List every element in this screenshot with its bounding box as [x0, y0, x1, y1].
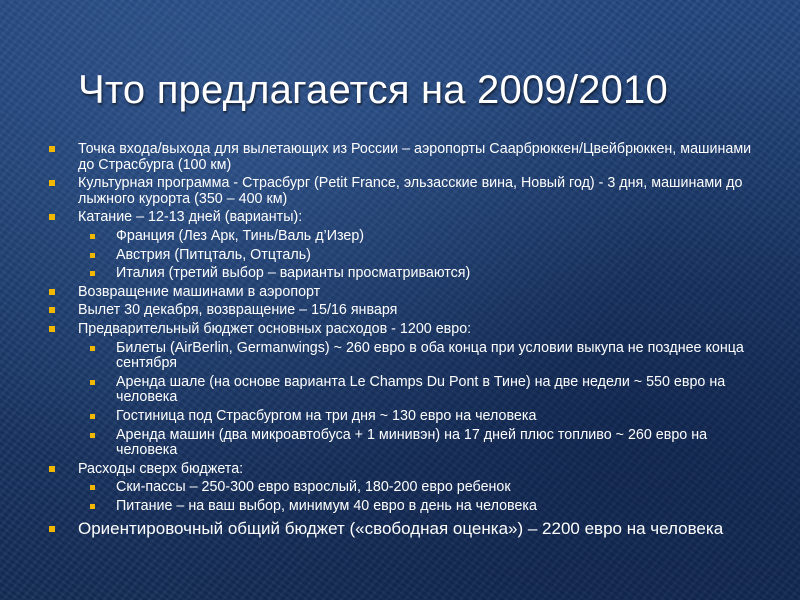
square-bullet-icon — [49, 526, 55, 532]
slide-title: Что предлагается на 2009/2010 — [78, 68, 668, 112]
list-item-skiing — [44, 210, 768, 226]
sub-item-food — [44, 499, 768, 515]
list-item-text: Расходы сверх бюджета: — [78, 460, 244, 477]
sub-item-text: Италия (третий выбор – варианты просматриваются) — [116, 265, 471, 282]
sub-item-hotel — [44, 409, 768, 425]
sub-item-chalet — [44, 375, 768, 406]
sub-item-text: Гостиница под Страсбургом на три дня ~ 130 евро на человека — [116, 407, 537, 424]
square-bullet-icon — [49, 466, 55, 472]
list-item-return — [44, 285, 768, 301]
sub-item-ski-passes — [44, 480, 768, 496]
bullet-list — [44, 142, 768, 538]
sub-item-text: Франция (Лез Арк, Тинь/Валь д’Изер) — [116, 227, 365, 244]
list-item-text: Культурная программа - Страсбург (Petit France, эльзасские вина, Новый год) - 3 дня, машинами до лыжного курорта (350 – 400 км) — [78, 175, 743, 207]
list-item-budget — [44, 322, 768, 338]
square-bullet-icon — [90, 234, 95, 239]
square-bullet-icon — [90, 485, 95, 490]
square-bullet-icon — [49, 146, 55, 152]
list-item-culture-program — [44, 176, 768, 207]
square-bullet-icon — [90, 504, 95, 509]
square-bullet-icon — [90, 433, 95, 438]
square-bullet-icon — [49, 214, 55, 220]
square-bullet-icon — [90, 380, 95, 385]
list-item-text: Точка входа/выхода для вылетающих из России – аэропорты Саарбрюккен/Цвейбрюккен, машинами до Страсбурга (100 км) — [78, 141, 752, 173]
square-bullet-icon — [49, 180, 55, 186]
list-item-text: Возвращение машинами в аэропорт — [78, 283, 321, 300]
list-item-entry-point — [44, 142, 768, 173]
sub-item-text: Аренда шале (на основе варианта Le Champs Du Pont в Тине) на две недели ~ 550 евро на человека — [116, 373, 726, 406]
square-bullet-icon — [49, 289, 55, 295]
sub-item-france — [44, 229, 768, 245]
list-item-text: Предварительный бюджет основных расходов - 1200 евро: — [78, 320, 472, 337]
list-item-total-budget — [44, 520, 768, 538]
square-bullet-icon — [90, 253, 95, 258]
square-bullet-icon — [90, 271, 95, 276]
list-item-text: Ориентировочный общий бюджет («свободная оценка») – 2200 евро на человека — [78, 519, 724, 539]
sub-item-text: Австрия (Питцталь, Отцталь) — [116, 246, 311, 263]
list-item-text: Вылет 30 декабря, возвращение – 15/16 января — [78, 302, 398, 319]
square-bullet-icon — [49, 326, 55, 332]
sub-item-tickets — [44, 341, 768, 372]
list-item-extra-costs — [44, 462, 768, 478]
sub-item-austria — [44, 248, 768, 264]
list-item-text: Катание – 12-13 дней (варианты): — [78, 209, 303, 226]
square-bullet-icon — [90, 346, 95, 351]
sub-item-text: Питание – на ваш выбор, минимум 40 евро в день на человека — [116, 497, 537, 514]
slide-content — [44, 142, 768, 541]
list-item-dates — [44, 303, 768, 319]
square-bullet-icon — [49, 307, 55, 313]
sub-item-italy — [44, 266, 768, 282]
sub-item-text: Ски-пассы – 250-300 евро взрослый, 180-200 евро ребенок — [116, 479, 511, 496]
sub-item-car-rental — [44, 428, 768, 459]
square-bullet-icon — [90, 414, 95, 419]
sub-item-text: Билеты (AirBerlin, Germanwings) ~ 260 евро в оба конца при условии выкупа не позднее конца сентября — [116, 339, 744, 372]
sub-item-text: Аренда машин (два микроавтобуса + 1 минивэн) на 17 дней плюс топливо ~ 260 евро на человека — [116, 426, 708, 459]
